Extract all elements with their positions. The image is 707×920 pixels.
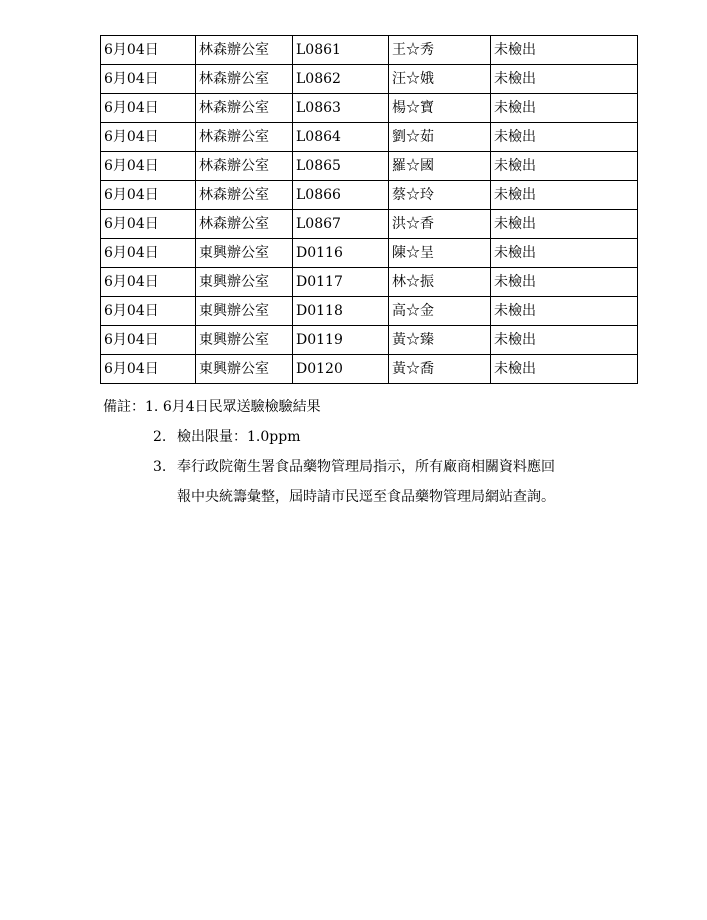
note-text: 報中央統籌彙整，屆時請市民逕至食品藥物管理局網站查詢。: [177, 489, 555, 505]
note-item-3-continuation: [103, 482, 663, 512]
note-item-2: [103, 422, 663, 452]
office-cell: 林森辦公室: [196, 94, 293, 123]
office-cell: 東興辦公室: [196, 268, 293, 297]
date-cell: 6月04日: [101, 355, 196, 384]
results-table: [100, 35, 638, 384]
table-row: [101, 268, 638, 297]
result-cell: 未檢出: [491, 268, 638, 297]
note-text: 奉行政院衛生署食品藥物管理局指示，所有廠商相關資料應回: [177, 459, 555, 475]
table-row: [101, 123, 638, 152]
table-row: [101, 181, 638, 210]
notes-section: [103, 392, 663, 512]
office-cell: 東興辦公室: [196, 297, 293, 326]
date-cell: 6月04日: [101, 268, 196, 297]
note-number: 2.: [153, 429, 167, 445]
result-cell: 未檢出: [491, 297, 638, 326]
table-row: [101, 94, 638, 123]
note-item-1: [103, 392, 663, 422]
person-name-cell: 高☆金: [389, 297, 491, 326]
note-text: 6月4日民眾送驗檢驗結果: [162, 399, 321, 415]
table-row: [101, 297, 638, 326]
person-name-cell: 黃☆喬: [389, 355, 491, 384]
office-cell: 東興辦公室: [196, 355, 293, 384]
office-cell: 林森辦公室: [196, 123, 293, 152]
person-name-cell: 楊☆寶: [389, 94, 491, 123]
date-cell: 6月04日: [101, 152, 196, 181]
note-text: 檢出限量：1.0ppm: [177, 429, 301, 445]
office-cell: 林森辦公室: [196, 210, 293, 239]
sample-code-cell: L0866: [293, 181, 389, 210]
result-cell: 未檢出: [491, 355, 638, 384]
sample-code-cell: D0117: [293, 268, 389, 297]
sample-code-cell: L0861: [293, 36, 389, 65]
sample-code-cell: L0864: [293, 123, 389, 152]
person-name-cell: 林☆振: [389, 268, 491, 297]
person-name-cell: 汪☆娥: [389, 65, 491, 94]
person-name-cell: 陳☆呈: [389, 239, 491, 268]
date-cell: 6月04日: [101, 181, 196, 210]
result-cell: 未檢出: [491, 152, 638, 181]
sample-code-cell: L0867: [293, 210, 389, 239]
table-row: [101, 152, 638, 181]
person-name-cell: 王☆秀: [389, 36, 491, 65]
result-cell: 未檢出: [491, 210, 638, 239]
table-row: [101, 65, 638, 94]
sample-code-cell: L0862: [293, 65, 389, 94]
result-cell: 未檢出: [491, 123, 638, 152]
sample-code-cell: D0120: [293, 355, 389, 384]
result-cell: 未檢出: [491, 65, 638, 94]
person-name-cell: 羅☆國: [389, 152, 491, 181]
office-cell: 林森辦公室: [196, 36, 293, 65]
result-cell: 未檢出: [491, 326, 638, 355]
result-cell: 未檢出: [491, 239, 638, 268]
sample-code-cell: L0863: [293, 94, 389, 123]
table-row: [101, 210, 638, 239]
note-item-3: [103, 452, 663, 482]
date-cell: 6月04日: [101, 65, 196, 94]
sample-code-cell: D0118: [293, 297, 389, 326]
office-cell: 林森辦公室: [196, 152, 293, 181]
date-cell: 6月04日: [101, 297, 196, 326]
office-cell: 東興辦公室: [196, 239, 293, 268]
office-cell: 林森辦公室: [196, 65, 293, 94]
results-table-body: [101, 36, 638, 384]
date-cell: 6月04日: [101, 36, 196, 65]
sample-code-cell: L0865: [293, 152, 389, 181]
date-cell: 6月04日: [101, 94, 196, 123]
table-row: [101, 36, 638, 65]
date-cell: 6月04日: [101, 326, 196, 355]
table-row: [101, 355, 638, 384]
person-name-cell: 黃☆臻: [389, 326, 491, 355]
person-name-cell: 劉☆茹: [389, 123, 491, 152]
result-cell: 未檢出: [491, 181, 638, 210]
note-number: 3.: [153, 459, 167, 475]
result-cell: 未檢出: [491, 36, 638, 65]
office-cell: 東興辦公室: [196, 326, 293, 355]
result-cell: 未檢出: [491, 94, 638, 123]
date-cell: 6月04日: [101, 239, 196, 268]
note-number: 1.: [145, 399, 159, 415]
person-name-cell: 蔡☆玲: [389, 181, 491, 210]
person-name-cell: 洪☆香: [389, 210, 491, 239]
table-row: [101, 239, 638, 268]
sample-code-cell: D0119: [293, 326, 389, 355]
notes-prefix: 備註：: [103, 399, 145, 415]
office-cell: 林森辦公室: [196, 181, 293, 210]
date-cell: 6月04日: [101, 210, 196, 239]
table-row: [101, 326, 638, 355]
sample-code-cell: D0116: [293, 239, 389, 268]
date-cell: 6月04日: [101, 123, 196, 152]
